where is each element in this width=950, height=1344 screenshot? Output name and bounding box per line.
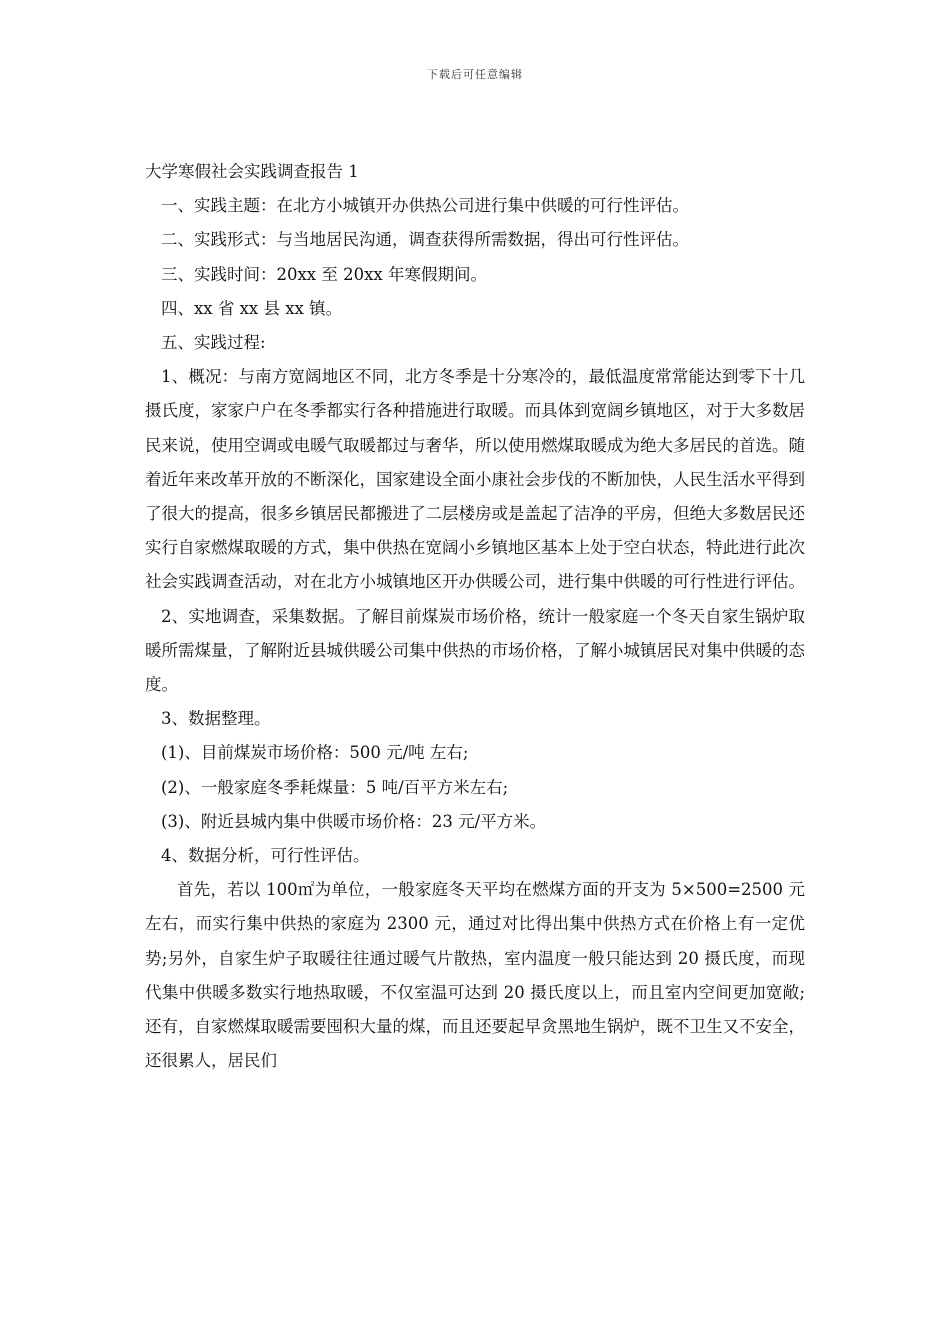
data-item-heating-price: (3)、附近县城内集中供暖市场价格：23 元/平方米。	[161, 811, 547, 831]
document-body	[145, 155, 805, 1078]
paragraph-overview: 1、概况：与南方宽阔地区不同，北方冬季是十分寒冷的，最低温度常常能达到零下十几摄氏度，家家户户在冬季都实行各种措施进行取暖。而具体到宽阔乡镇地区，对于大多数居民来说，使用空调或电暖气取暖都过与奢华，所以使用燃煤取暖成为绝大多居民的首选。随着近年来改革开放的不断深化，国家建设全面小康社会步伐的不断加快，人民生活水平得到了很大的提高，很多乡镇居民都搬进了二层楼房或是盖起了洁净的平房，但绝大多数居民还实行自家燃煤取暖的方式，集中供热在宽阔小乡镇地区基本上处于空白状态，特此进行此次社会实践调查活动，对在北方小城镇地区开办供暖公司，进行集中供暖的可行性进行评估。	[145, 367, 805, 592]
data-item-coal-price: (1)、目前煤炭市场价格：500 元/吨 左右;	[161, 743, 469, 763]
item-process: 五、实践过程:	[161, 333, 266, 353]
analysis-heading: 4、数据分析，可行性评估。	[161, 846, 370, 866]
paragraph-analysis: 首先，若以 100㎡为单位，一般家庭冬天平均在燃煤方面的开支为 5×500=2500 元左右，而实行集中供热的家庭为 2300 元，通过对比得出集中供热方式在价格上有一定优势;另外，自家生炉子取暖往往通过暖气片散热，室内温度一般只能达到 20 摄氏度，而现代集中供暖多数实行地热取暖，不仅室温可达到 20 摄氏度以上，而且室内空间更加宽敞;还有，自家燃煤取暖需要囤积大量的煤，而且还要起早贪黑地生锅炉，既不卫生又不安全，还很累人，居民们	[145, 880, 805, 1071]
data-item-coal-usage: (2)、一般家庭冬季耗煤量：5 吨/百平方米左右;	[161, 777, 509, 797]
data-heading: 3、数据整理。	[161, 709, 271, 729]
item-form: 二、实践形式：与当地居民沟通，调查获得所需数据，得出可行性评估。	[161, 230, 689, 250]
item-location: 四、xx 省 xx 县 xx 镇。	[161, 298, 343, 318]
paragraph-survey: 2、实地调查，采集数据。了解目前煤炭市场价格，统计一般家庭一个冬天自家生锅炉取暖所需煤量，了解附近县城供暖公司集中供热的市场价格，了解小城镇居民对集中供暖的态度。	[145, 606, 805, 695]
item-time: 三、实践时间：20xx 至 20xx 年寒假期间。	[161, 264, 487, 284]
document-title: 大学寒假社会实践调查报告 1	[145, 162, 359, 181]
item-theme: 一、实践主题：在北方小城镇开办供热公司进行集中供暖的可行性评估。	[161, 196, 689, 216]
header-note: 下载后可任意编辑	[427, 68, 523, 81]
